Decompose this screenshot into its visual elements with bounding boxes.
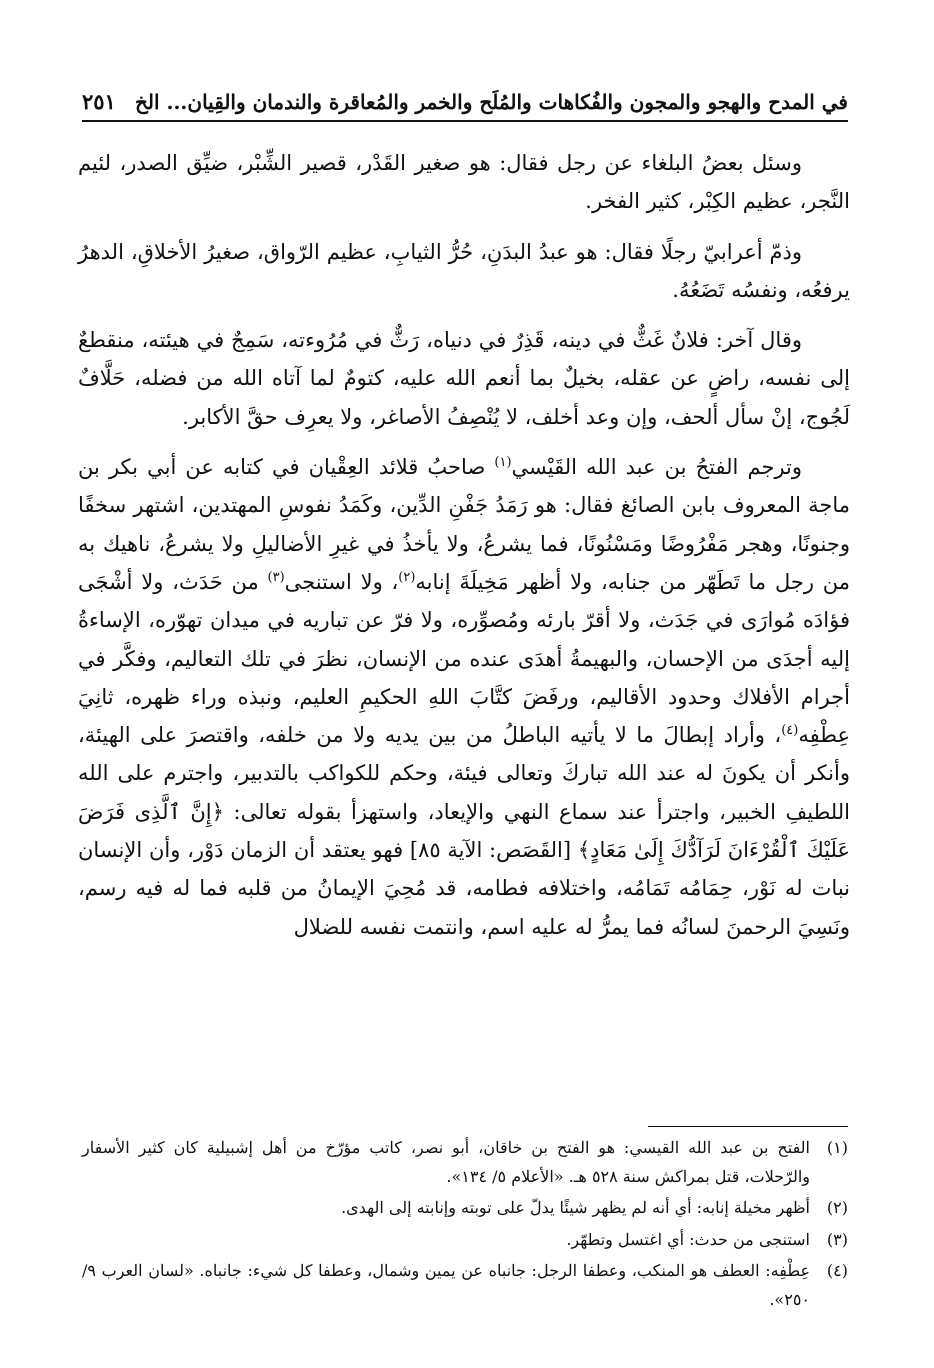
footnote-number: (٤) <box>826 1261 848 1280</box>
paragraph-4-cont2: ، وأراد إبطالَ ما لا يأتيه الباطلُ من بين يديه ولا من خلفه، واقتصرَ على الهيئة، وأنكر أن يكونَ له عند الله تباركَ وتعالى فيئة، وحكم للكواكب بالتدبير، واجترم على الله اللطيفِ الخبير، واجترأ عند سماع النهي والإيعاد، واستهزأ بقوله تعالى: <box>78 723 850 824</box>
footnote-text: عِطْفِه: العطف هو المنكب، وعطفا الرجل: جانباه عن يمين وشمال، وعطفا كل شيء: جانباه. «لسان العرب ٩/ ٢٥٠». <box>82 1261 810 1309</box>
running-title: في المدح والهجو والمجون والفُكاهات والمُلَح والخمر والمُعاقرة والندمان والقِيان... الخ <box>134 90 848 114</box>
paragraph-1: وسئل بعضُ البلغاء عن رجل فقال: هو صغير القَدْر، قصير الشِّبْر، ضيِّق الصدر، لئيم النَّجر، عظيم الكِبْر، كثير الفخر. <box>78 151 850 214</box>
paragraph-4-end: [القَصَص: الآية ٨٥] فهو يعتقد أن الزمان دَوْر، وأن الإنسان نبات له نَوْر، حِمَامُه تَمَامُه، واختلافه فطامه، قد مُحِيَ الإيمانُ من قلبه فما له فيه رسم، ونَسِيَ الرحمنَ لسانُه فما يمرُّ له عليه اسم، وانتمت نفسه للضلال <box>78 838 850 939</box>
footnote-text: أظهر مخيلة إنابه: أي أنه لم يظهر شيئًا يدلّ على توبته وإنابته إلى الهدى. <box>341 1198 810 1217</box>
paragraph-4 <box>78 448 850 946</box>
paragraph-3: وقال آخر: فلانٌ غَثٌّ في دينه، قَذِرٌ في دنياه، رَثٌّ في مُرُوءته، سَمِجٌ في هيئته، منقطعٌ إلى نفسه، راضٍ عن عقله، بخيلٌ بما أنعم الله عليه، كتومٌ لما آتاه الله من فضله، حَلَّافٌ لَجُوج، إنْ سأل ألحف، وإن وعد أخلف، لا يُنْصِفُ الأصاغر، ولا يعرِف حقَّ الأكابر. <box>78 328 850 429</box>
paragraph-4-cont: بارئه ومُصوِّره، ولا فرّ عن تباريه في ميدان تهوّره، الإساءةُ إليه أجدَى من الإحسان، والبهيمةُ أهدَى عنده من الإنسان، نظرَ في تلك التعاليم، وفكَّر في أجرام الأفلاك وحدود الأقاليم، ورفَضَ كتَّابَ اللهِ الحكيمِ العليم، ونبذه وراء ظهره، ثانِيَ عِطْفِه <box>78 608 850 748</box>
footnote-text: استنجى من حدث: أي اغتسل وتطهّر. <box>566 1229 810 1249</box>
main-text <box>78 144 850 946</box>
footnote-number: (١) <box>826 1138 848 1157</box>
footnotes <box>82 1134 848 1317</box>
page-header <box>82 78 848 122</box>
paragraph-4-text: صاحبُ قلائد العِقْيان في كتابه عن أبي بكر بن ماجة المعروف بابن الصائغ فقال: هو رَمَدُ جَفْنِ الدِّين، وكَمَدُ نفوسِ المهتدين، اشتهر سخفًا وجنونًا، وهجر مَفْرُوضًا ومَسْنُونًا، فما يشرعُ، ولا يأخذُ في غيرِ الأضاليلِ ولا يشرعُ، ناهيك به من رجل ما تَطَهّر من جنابه، ولا أظهر مَخِيلَةَ إنابه <box>78 455 850 594</box>
footnote-1 <box>82 1134 848 1191</box>
footnote-text: الفتح بن عبد الله القيسي: هو الفتح بن خاقان، أبو نصر، كاتب مؤرّخ من أهل إشبيلية كان كثير الأسفار والرّحلات، قتل بمراكش سنة ٥٢٨ هـ. «الأعلام ٥/ ١٣٤». <box>82 1138 810 1186</box>
footnote-3 <box>82 1226 848 1255</box>
footnote-number: (٣) <box>826 1229 848 1249</box>
footnote-marker-3: (٣) <box>267 569 285 585</box>
footnote-2 <box>82 1194 848 1223</box>
page-number: ٢٥١ <box>82 89 116 114</box>
footnote-separator <box>648 1126 848 1127</box>
paragraph-2: وذمّ أعرابيّ رجلًا فقال: هو عبدُ البدَنِ، حُرُّ الثيابِ، عظيم الرّواق، صغيرُ الأخلاقِ، الدهرُ يرفعُه، ونفسُه تَضَعُهُ. <box>78 239 850 302</box>
footnote-marker-2: (٢) <box>398 569 416 585</box>
paragraph-4-mid: ، ولا استنجى <box>284 569 399 594</box>
footnote-number: (٢) <box>826 1198 848 1217</box>
paragraph-4-mid2: من حَدَث، ولا أشْجَى فؤادَه مُوارَى في جَدَث، ولا أقرّ <box>78 569 850 633</box>
paragraph-4-start: وترجم الفتحُ بن عبد الله القَيْسي <box>511 455 802 480</box>
footnote-4 <box>82 1257 848 1314</box>
footnote-marker-4: (٤) <box>781 723 799 739</box>
quran-verse: ﴿إِنَّ ٱلَّذِى فَرَضَ عَلَيْكَ ٱلْقُرْءَانَ لَرَآدُّكَ إِلَىٰ مَعَادٍ﴾ <box>78 799 851 863</box>
footnote-marker-1: (١) <box>494 455 512 471</box>
